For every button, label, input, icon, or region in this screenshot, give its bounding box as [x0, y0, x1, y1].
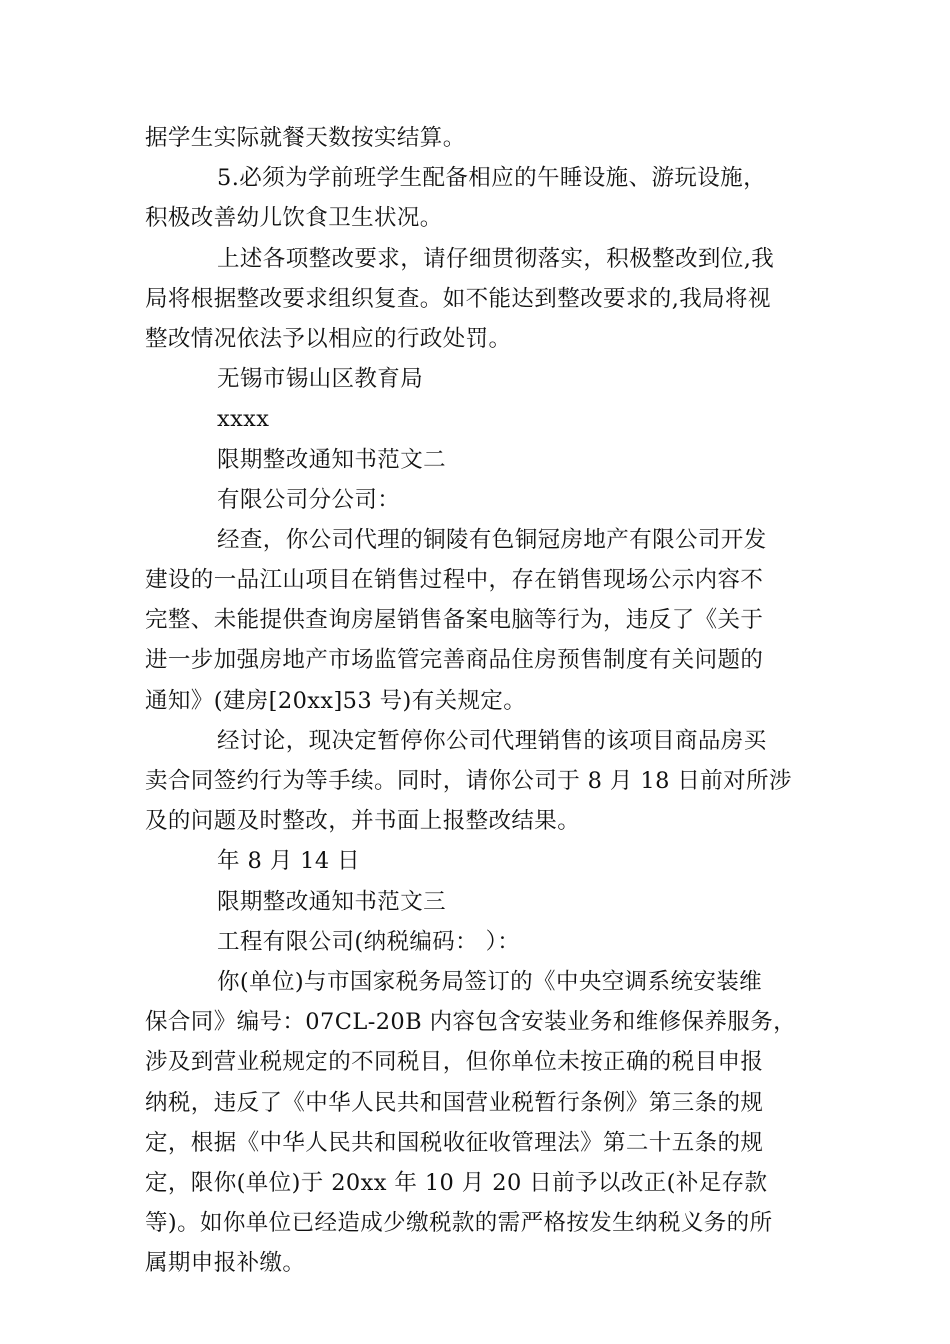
- text-line: 完整、未能提供查询房屋销售备案电脑等行为，违反了《关于: [145, 607, 764, 634]
- document-body: [145, 118, 805, 1283]
- text-line: 有限公司分公司：: [217, 486, 401, 513]
- text-line: 工程有限公司(纳税编码： ）：: [217, 928, 521, 955]
- text-line: 限期整改通知书范文三: [217, 888, 447, 915]
- text-line: 保合同》编号：07CL-20B 内容包含安装业务和维修保养服务，: [145, 1009, 797, 1036]
- text-line: 局将根据整改要求组织复查。如不能达到整改要求的,我局将视: [145, 285, 771, 312]
- text-line: xxxx: [217, 406, 270, 433]
- text-line: 纳税，违反了《中华人民共和国营业税暂行条例》第三条的规: [145, 1089, 764, 1116]
- text-line: 积极改善幼儿饮食卫生状况。: [145, 205, 443, 232]
- text-line: 经查，你公司代理的铜陵有色铜冠房地产有限公司开发: [217, 526, 767, 553]
- text-line: 据学生实际就餐天数按实结算。: [145, 125, 466, 151]
- text-line: 通知》(建房[20xx]53 号)有关规定。: [145, 687, 527, 714]
- text-line: 及的问题及时整改，并书面上报整改结果。: [145, 808, 581, 835]
- text-line: 定，限你(单位)于 20xx 年 10 月 20 日前予以改正(补足存款: [145, 1169, 768, 1196]
- text-line: 限期整改通知书范文二: [217, 446, 447, 473]
- text-line: 你(单位)与市国家税务局签订的《中央空调系统安装维: [217, 968, 763, 995]
- text-line: 进一步加强房地产市场监管完善商品住房预售制度有关问题的: [145, 647, 764, 674]
- text-line: 属期申报补缴。: [145, 1250, 306, 1277]
- text-line: 建设的一品江山项目在销售过程中，存在销售现场公示内容不: [145, 567, 764, 594]
- text-line: 涉及到营业税规定的不同税目，但你单位未按正确的税目申报: [145, 1049, 764, 1076]
- text-line: 无锡市锡山区教育局: [217, 366, 424, 393]
- text-line: 等)。如你单位已经造成少缴税款的需严格按发生纳税义务的所: [145, 1210, 773, 1237]
- text-line: 经讨论，现决定暂停你公司代理销售的该项目商品房买: [217, 727, 767, 754]
- text-line: 整改情况依法予以相应的行政处罚。: [145, 325, 512, 352]
- text-line: 卖合同签约行为等手续。同时，请你公司于 8 月 18 日前对所涉: [145, 768, 792, 794]
- text-line: 定，根据《中华人民共和国税收征收管理法》第二十五条的规: [145, 1129, 764, 1156]
- text-line: 上述各项整改要求，请仔细贯彻落实，积极整改到位,我: [217, 245, 775, 272]
- text-line: 5.必须为学前班学生配备相应的午睡设施、游玩设施，: [217, 165, 766, 192]
- text-line: 年 8 月 14 日: [217, 848, 361, 875]
